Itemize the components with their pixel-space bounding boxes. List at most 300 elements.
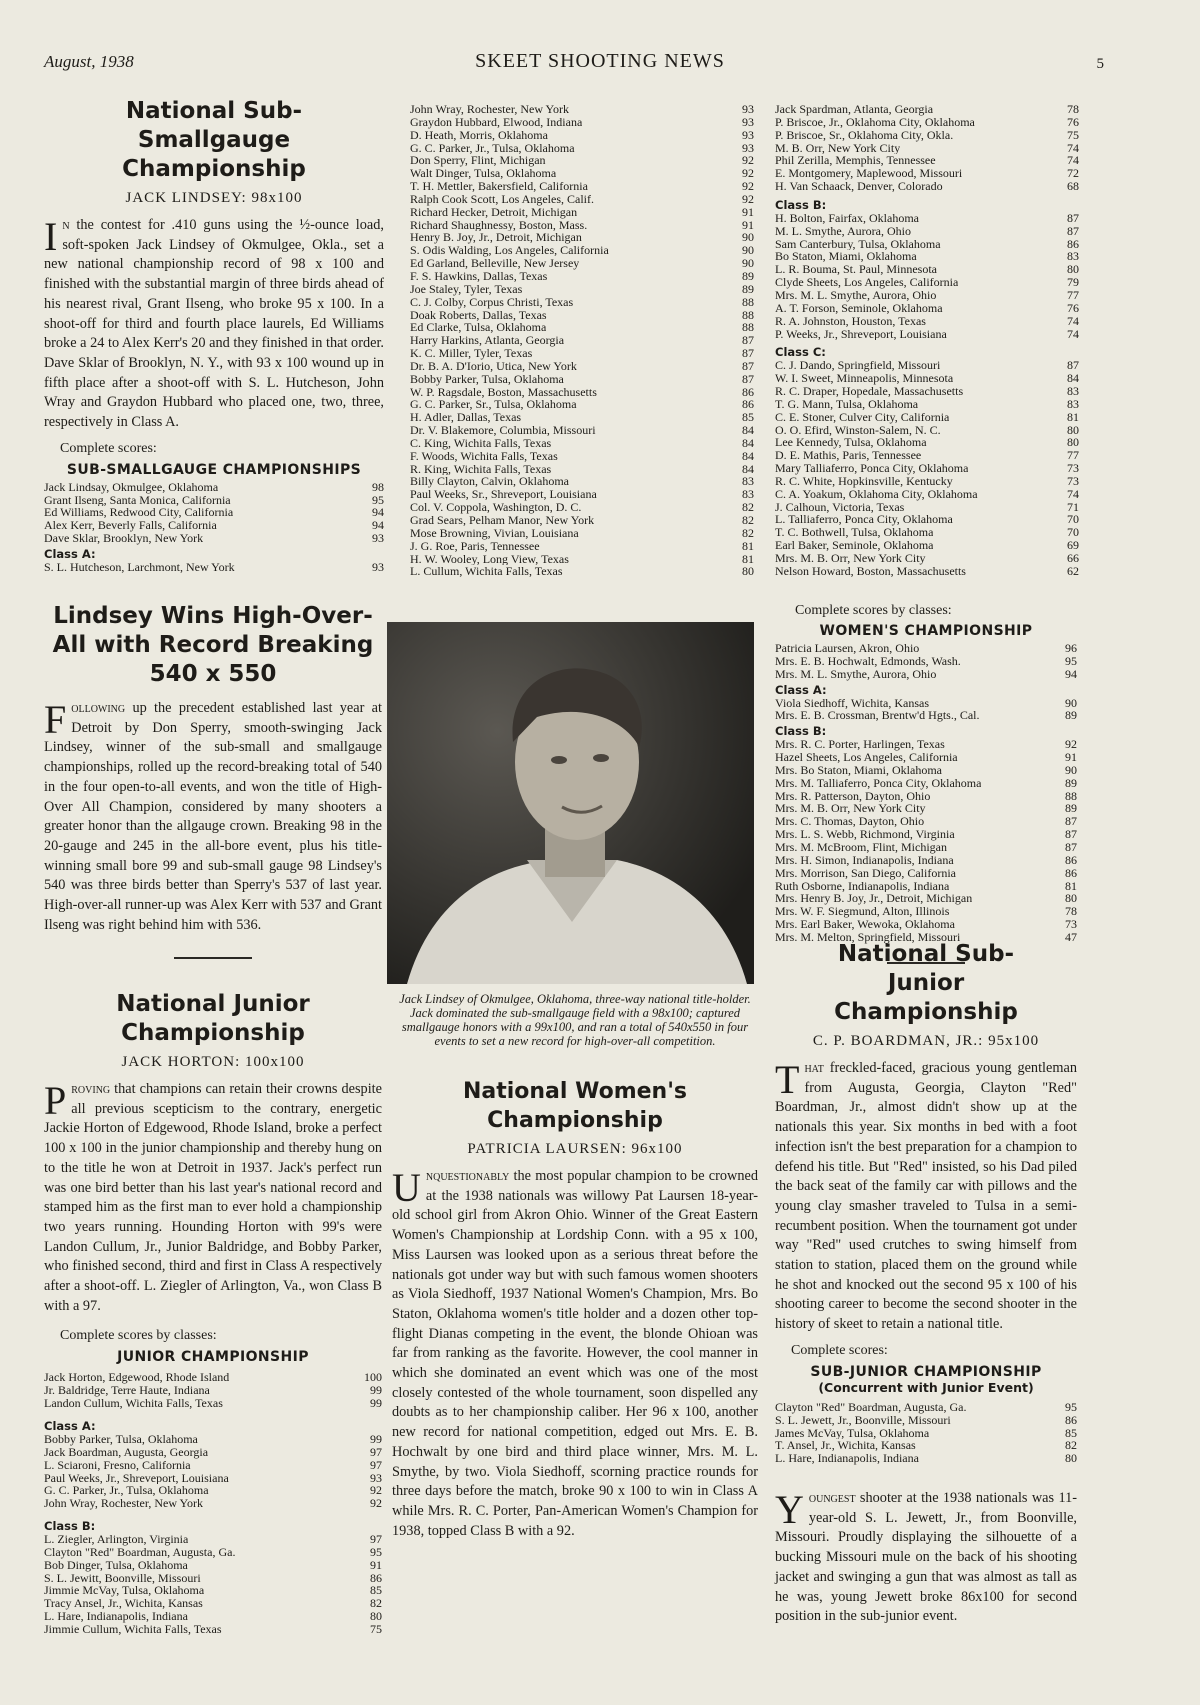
score-name: Jack Boardman, Augusta, Georgia: [44, 1445, 209, 1459]
score-row: [775, 892, 1077, 905]
score-name: Ed Clarke, Tulsa, Oklahoma: [410, 321, 547, 335]
junior-scores: [44, 1371, 382, 1410]
score-row: [775, 655, 1077, 668]
score-value: 69: [1067, 539, 1079, 552]
score-value: 81: [742, 539, 754, 553]
class-b-scores: [775, 212, 1079, 340]
score-name: Bobby Parker, Tulsa, Oklahoma: [44, 1432, 198, 1446]
score-row: [44, 1497, 382, 1510]
score-row: [410, 116, 754, 129]
score-value: 68: [1067, 180, 1079, 193]
score-value: 62: [1067, 564, 1079, 578]
publication-title: SKEET SHOOTING NEWS: [475, 50, 725, 72]
score-name: Mrs. C. Thomas, Dayton, Ohio: [775, 815, 925, 829]
score-value: 74: [1067, 487, 1079, 501]
score-name: Lee Kennedy, Tulsa, Oklahoma: [775, 436, 927, 450]
score-row: [775, 1401, 1077, 1414]
subjunior-title: National Sub-Junior Championship: [834, 941, 1018, 1025]
score-value: 82: [742, 526, 754, 540]
score-value: 93: [742, 141, 754, 155]
score-name: Mary Talliaferro, Ponca City, Oklahoma: [775, 462, 969, 475]
subsmall-body-text: the contest for .410 guns using the ½-ounce load, soft-spoken Jack Lindsey of Okmulgee, Okla., set a new national championship record of 98 x 100 and finished with the substantial margin of three birds ahead of his nearest rival, Grant Ilseng, who broke 95 x 100. In a shoot-off for third and fourth place laurels, Ed Williams broke a 24 to Alex Kerr's 20 and they finished in that order. Dave Sklar of Brooklyn, N. Y., with 93 x 100 wound up in fifth place after a shoot-off with S. L. Hutcheson, John Wray and Graydon Hubbard who placed one, two, three, respectively in Class A.: [44, 217, 384, 431]
lead-caps: ollowing: [71, 700, 126, 716]
score-name: Mrs. R. C. Porter, Harlingen, Texas: [775, 738, 945, 752]
score-row: [775, 449, 1079, 462]
score-name: Doak Roberts, Dallas, Texas: [410, 308, 547, 322]
score-value: 79: [1067, 276, 1079, 289]
score-name: Nelson Howard, Boston, Massachusetts: [775, 564, 966, 578]
score-row: [775, 764, 1077, 777]
score-name: Mrs. Bo Staton, Miami, Oklahoma: [775, 763, 942, 777]
class-heading: Class B:: [775, 724, 827, 739]
score-name: Earl Baker, Seminole, Oklahoma: [775, 539, 934, 552]
score-value: 93: [742, 115, 754, 129]
score-value: 81: [1067, 410, 1079, 424]
score-name: Mrs. M. B. Orr, New York City: [775, 552, 926, 565]
score-row: [44, 1597, 382, 1610]
score-row: [775, 238, 1079, 251]
score-name: L. R. Bouma, St. Paul, Minnesota: [775, 263, 937, 277]
score-value: 82: [370, 1597, 382, 1611]
score-name: Mrs. Earl Baker, Wewoka, Oklahoma: [775, 918, 955, 931]
junior-table-title: JUNIOR CHAMPIONSHIP: [117, 1349, 309, 1366]
score-value: 78: [1065, 905, 1077, 919]
score-name: M. L. Smythe, Aurora, Ohio: [775, 224, 911, 238]
subsmall-article: [44, 97, 384, 574]
women-class-b-scores: [775, 738, 1077, 944]
score-name: C. A. Yoakum, Oklahoma City, Oklahoma: [775, 487, 978, 501]
score-name: L. Ziegler, Arlington, Virginia: [44, 1533, 189, 1546]
score-value: 89: [1065, 802, 1077, 816]
score-row: [44, 1397, 382, 1410]
score-row: [775, 116, 1079, 129]
lead-caps: n: [62, 217, 70, 233]
drop-cap: T: [775, 1057, 800, 1102]
score-value: 87: [742, 372, 754, 386]
youngest-body: [775, 1489, 1077, 1627]
score-row: [775, 359, 1079, 372]
score-row: [775, 462, 1079, 475]
score-name: E. Montgomery, Maplewood, Missouri: [775, 167, 963, 181]
score-row: [775, 565, 1079, 578]
score-name: Jimmie Cullum, Wichita Falls, Texas: [44, 1622, 222, 1636]
score-value: 96: [1065, 642, 1077, 655]
score-value: 91: [742, 218, 754, 232]
score-row: [410, 283, 754, 296]
score-row: [410, 501, 754, 514]
subjunior-article: [775, 940, 1077, 1627]
score-row: [775, 250, 1079, 263]
score-row: [775, 751, 1077, 764]
score-value: 71: [1067, 500, 1079, 514]
hoa-body-text: up the precedent established last year at Detroit by Don Sperry, smooth-swinging Jack Lindsey, winner of the sub-small and smallgauge championships, rolled up the record-breaking total of 540 in the four open-to-all events, and won the title of High-Over All Champion, considered by many shooters a greater honor than the allgauge crown. Breaking 98 in the 20-gauge and 245 in the all-bore event, plus his title-winning small bore 99 and sub-small gauge 98 Lindsey's 540 was three birds better than Sperry's 537 of last year. High-over-all runner-up was Alex Kerr with 537 and Grant Ilseng was right behind him with 536.: [44, 700, 382, 933]
score-row: [410, 257, 754, 270]
score-value: 92: [1065, 738, 1077, 752]
score-name: L. Talliaferro, Ponca City, Oklahoma: [775, 513, 953, 527]
score-row: [775, 841, 1077, 854]
score-row: [775, 905, 1077, 918]
score-name: L. Cullum, Wichita Falls, Texas: [410, 565, 563, 579]
score-row: [410, 450, 754, 463]
score-value: 80: [1067, 423, 1079, 437]
score-row: [775, 180, 1079, 193]
score-row: [775, 738, 1077, 751]
score-value: 76: [1067, 115, 1079, 129]
score-value: 84: [1067, 372, 1079, 386]
score-row: [775, 539, 1079, 552]
score-name: O. O. Efird, Winston-Salem, N. C.: [775, 423, 941, 437]
score-name: Bo Staton, Miami, Oklahoma: [775, 250, 917, 264]
score-value: 95: [370, 1545, 382, 1559]
score-value: 87: [742, 334, 754, 348]
class-heading: Class B:: [44, 1519, 96, 1534]
score-row: [44, 1572, 382, 1585]
score-name: John Wray, Rochester, New York: [410, 103, 570, 116]
subsmall-complete-label: Complete scores:: [60, 440, 157, 456]
score-row: [775, 302, 1079, 315]
score-row: [775, 328, 1079, 341]
score-name: Graydon Hubbard, Elwood, Indiana: [410, 115, 583, 129]
score-value: 73: [1067, 474, 1079, 488]
score-value: 85: [370, 1584, 382, 1598]
women-table-title: WOMEN'S CHAMPIONSHIP: [819, 623, 1033, 639]
score-value: 86: [370, 1571, 382, 1585]
score-name: Mrs. Morrison, San Diego, California: [775, 866, 956, 880]
score-value: 92: [742, 180, 754, 193]
score-row: [410, 219, 754, 232]
class-heading: Class A:: [44, 1418, 96, 1433]
score-value: 95: [1065, 654, 1077, 668]
score-name: C. J. Colby, Corpus Christi, Texas: [410, 295, 574, 309]
unclassed-scores: [775, 103, 1079, 193]
score-name: J. G. Roe, Paris, Tennessee: [410, 539, 540, 553]
score-name: Joe Staley, Tyler, Texas: [410, 282, 523, 296]
score-name: John Wray, Rochester, New York: [44, 1497, 204, 1511]
junior-class-b-scores: [44, 1533, 382, 1636]
score-row: [44, 481, 384, 494]
lead-caps: roving: [71, 1081, 111, 1097]
score-value: 81: [1065, 879, 1077, 893]
score-row: [775, 777, 1077, 790]
score-value: 92: [742, 167, 754, 181]
score-row: [775, 103, 1079, 116]
score-row: [410, 270, 754, 283]
score-name: S. Odis Walding, Los Angeles, California: [410, 244, 609, 258]
score-row: [44, 519, 384, 532]
score-row: [775, 225, 1079, 238]
women-subtitle: PATRICIA LAURSEN: 96x100: [467, 1141, 683, 1157]
score-name: Mrs. L. S. Webb, Richmond, Virginia: [775, 828, 955, 841]
score-row: [775, 276, 1079, 289]
score-row: [410, 411, 754, 424]
score-value: 91: [742, 205, 754, 219]
score-row: [775, 918, 1077, 931]
score-name: Dr. B. A. D'Iorio, Utica, New York: [410, 359, 577, 373]
score-value: 92: [370, 1484, 382, 1498]
score-row: [44, 1584, 382, 1597]
score-value: 83: [742, 475, 754, 489]
score-value: 82: [742, 501, 754, 514]
score-name: Mrs. M. McBroom, Flint, Michigan: [775, 840, 948, 854]
subsmall-body: [44, 216, 384, 433]
score-name: Clayton "Red" Boardman, Augusta, Ga.: [44, 1545, 236, 1559]
drop-cap: U: [392, 1165, 421, 1210]
score-row: [775, 1439, 1077, 1452]
score-name: L. Sciaroni, Fresno, California: [44, 1458, 191, 1472]
score-name: Mrs. E. B. Hochwalt, Edmonds, Wash.: [775, 654, 961, 668]
score-row: [775, 263, 1079, 276]
score-name: Mrs. M. Melton, Springfield, Missouri: [775, 930, 961, 944]
score-value: 47: [1065, 930, 1077, 944]
score-row: [410, 167, 754, 180]
score-name: Jr. Baldridge, Terre Haute, Indiana: [44, 1384, 210, 1398]
score-value: 92: [742, 192, 754, 206]
score-row: [44, 1484, 382, 1497]
women-article: [392, 1077, 758, 1541]
score-name: C. King, Wichita Falls, Texas: [410, 436, 552, 450]
score-name: M. B. Orr, New York City: [775, 141, 901, 155]
score-row: [410, 231, 754, 244]
score-row: [775, 526, 1079, 539]
women-scores: [775, 603, 1077, 964]
score-row: [775, 154, 1079, 167]
score-name: Dave Sklar, Brooklyn, New York: [44, 532, 204, 545]
junior-subtitle: JACK HORTON: 100x100: [121, 1054, 305, 1070]
score-name: Mrs. M. L. Smythe, Aurora, Ohio: [775, 667, 937, 681]
score-value: 74: [1067, 141, 1079, 155]
score-row: [410, 309, 754, 322]
score-row: [44, 1546, 382, 1559]
score-value: 87: [1067, 211, 1079, 225]
score-name: Jimmie McVay, Tulsa, Oklahoma: [44, 1584, 205, 1598]
score-name: H. Van Schaack, Denver, Colorado: [775, 180, 943, 193]
score-value: 95: [1065, 1400, 1077, 1414]
score-value: 92: [370, 1497, 382, 1511]
score-name: W. P. Ragsdale, Boston, Massachusetts: [410, 385, 597, 399]
score-name: D. Heath, Morris, Oklahoma: [410, 128, 548, 142]
score-name: Clyde Sheets, Los Angeles, California: [775, 276, 959, 289]
score-value: 87: [742, 359, 754, 373]
women-body: [392, 1167, 758, 1541]
portrait-image: [387, 622, 754, 984]
score-row: [775, 436, 1079, 449]
score-row: [44, 1384, 382, 1397]
score-row: [44, 1371, 382, 1384]
score-value: 94: [1065, 667, 1077, 681]
score-row: [775, 867, 1077, 880]
women-title: National Women's Championship: [462, 1079, 688, 1133]
score-row: [410, 103, 754, 116]
drop-cap: Y: [775, 1487, 804, 1533]
score-name: Harry Harkins, Atlanta, Georgia: [410, 334, 565, 348]
score-row: [44, 1459, 382, 1472]
score-value: 70: [1067, 526, 1079, 540]
score-value: 82: [742, 514, 754, 527]
score-row: [410, 398, 754, 411]
score-row: [410, 142, 754, 155]
score-name: F. Woods, Wichita Falls, Texas: [410, 449, 558, 463]
score-row: [410, 334, 754, 347]
score-row: [410, 475, 754, 488]
score-row: [775, 129, 1079, 142]
score-value: 85: [742, 411, 754, 425]
score-name: H. Bolton, Fairfax, Oklahoma: [775, 211, 919, 225]
junior-body: [44, 1080, 382, 1316]
score-value: 78: [1067, 103, 1079, 116]
score-value: 90: [1065, 696, 1077, 710]
score-row: [775, 289, 1079, 302]
score-value: 73: [1067, 462, 1079, 475]
score-name: W. I. Sweet, Minneapolis, Minnesota: [775, 372, 954, 386]
score-row: [775, 513, 1079, 526]
junior-title: National Junior Championship: [116, 991, 310, 1046]
drop-cap: I: [44, 214, 58, 259]
score-row: [775, 501, 1079, 514]
score-name: Grad Sears, Pelham Manor, New York: [410, 514, 595, 527]
score-row: [775, 398, 1079, 411]
score-value: 89: [1065, 776, 1077, 790]
junior-class-a-scores: [44, 1433, 382, 1510]
youngest-body-text: shooter at the 1938 nationals was 11-year-old S. L. Jewett, Jr., from Boonville, Missouri. Proudly displaying the silhouette of a bucking Missouri mule on the back of his shooting jacket and swinging a gun that was almost as tall as he was, young Jewett broke 86x100 for second position in the sub-junior event.: [775, 1490, 1077, 1625]
score-name: Mrs. W. F. Siegmund, Alton, Illinois: [775, 905, 950, 919]
score-name: D. E. Mathis, Paris, Tennessee: [775, 449, 922, 463]
class-heading: Class A:: [44, 546, 96, 561]
score-name: Paul Weeks, Sr., Shreveport, Louisiana: [410, 488, 597, 502]
subjunior-table-subtitle: (Concurrent with Junior Event): [818, 1379, 1034, 1395]
score-value: 83: [1067, 397, 1079, 411]
score-value: 88: [1065, 789, 1077, 803]
score-name: Bobby Parker, Tulsa, Oklahoma: [410, 372, 564, 386]
score-name: R. King, Wichita Falls, Texas: [410, 462, 552, 476]
score-value: 94: [372, 506, 384, 520]
score-value: 80: [1065, 892, 1077, 906]
score-value: 86: [1067, 237, 1079, 251]
score-value: 99: [370, 1384, 382, 1398]
score-row: [410, 244, 754, 257]
score-name: Jack Horton, Edgewood, Rhode Island: [44, 1371, 230, 1385]
women-body-text: the most popular champion to be crowned at the 1938 nationals was willowy Pat Laursen 18-year-old school girl from Akron Ohio. Winner of the Great Eastern Women's Championship at Lordship Conn. with a 95 x 100, Miss Laursen was looked upon as a serious threat before the nationals got under way but with such famous women shooters as Viola Siedhoff, 1937 National Women's Champion, Mrs. Bo Staton, Oklahoma women's title holder and a dozen other top-flight Dianas competing in the event, the blonde Ohioan was far from ranking as the favorite. However, the cool manner in which she dominated an event which was one of the most closely contested of the whole tournament, soon dispelled any doubts as to her championship caliber. Her 96 x 100, another new record for national competition, edged out Mrs. E. B. Hochwalt by one bird and third place winner, Mrs. M. L. Smythe, by two. Viola Siedhoff, scorning practice rounds for three days before the match, broke 90 x 100 to win in Class A while Mrs. R. C. Porter, Pan-American Women's Champion for 1938, topped Class B with a 92.: [392, 1168, 758, 1539]
score-name: R. C. White, Hopkinsville, Kentucky: [775, 474, 953, 488]
score-value: 84: [742, 436, 754, 450]
score-value: 77: [1067, 449, 1079, 463]
score-name: Ralph Cook Scott, Los Angeles, Calif.: [410, 192, 594, 206]
hoa-article: [44, 602, 382, 959]
score-row: [410, 321, 754, 334]
subsmall-subtitle: JACK LINDSEY: 98x100: [125, 190, 303, 206]
score-row: [410, 488, 754, 501]
score-name: S. L. Hutcheson, Larchmont, New York: [44, 560, 235, 574]
score-name: P. Weeks, Jr., Shreveport, Louisiana: [775, 327, 947, 341]
score-row: [775, 142, 1079, 155]
subsmall-title: National Sub-Smallgauge Championship: [122, 98, 306, 182]
score-name: Mrs. M. B. Orr, New York City: [775, 802, 926, 816]
subsmall-table-title: SUB-SMALLGAUGE CHAMPIONSHIPS: [66, 461, 362, 478]
score-value: 95: [372, 493, 384, 507]
subjunior-subtitle: C. P. BOARDMAN, JR.: 95x100: [812, 1033, 1040, 1049]
score-name: Billy Clayton, Calvin, Oklahoma: [410, 475, 569, 489]
score-row: [775, 802, 1077, 815]
score-value: 91: [1065, 751, 1077, 764]
score-value: 80: [742, 565, 754, 579]
score-name: T. C. Bothwell, Tulsa, Oklahoma: [775, 526, 934, 540]
score-value: 84: [742, 424, 754, 437]
score-value: 88: [742, 321, 754, 335]
score-value: 97: [370, 1458, 382, 1472]
score-name: A. T. Forson, Seminole, Oklahoma: [775, 301, 943, 315]
score-row: [44, 1446, 382, 1459]
score-value: 74: [1067, 327, 1079, 341]
junior-complete-label: Complete scores by classes:: [60, 1328, 217, 1344]
score-value: 99: [370, 1432, 382, 1446]
score-row: [44, 1623, 382, 1636]
score-value: 80: [1067, 436, 1079, 450]
score-row: [775, 668, 1077, 681]
score-name: Richard Shaughnessy, Boston, Mass.: [410, 218, 588, 232]
score-row: [44, 1433, 382, 1446]
score-value: 86: [742, 385, 754, 399]
score-value: 87: [1065, 815, 1077, 829]
score-name: Mrs. H. Simon, Indianapolis, Indiana: [775, 853, 954, 867]
score-row: [775, 1414, 1077, 1427]
score-value: 87: [1065, 840, 1077, 854]
score-row: [775, 709, 1077, 722]
score-name: L. Hare, Indianapolis, Indiana: [44, 1610, 188, 1623]
score-value: 90: [742, 231, 754, 245]
score-row: [44, 1472, 382, 1485]
score-name: Bob Dinger, Tulsa, Oklahoma: [44, 1558, 188, 1572]
score-name: Ed Garland, Belleville, New Jersey: [410, 257, 580, 270]
score-value: 89: [1065, 709, 1077, 723]
score-value: 98: [372, 480, 384, 494]
score-name: Grant Ilseng, Santa Monica, California: [44, 493, 231, 507]
score-value: 86: [742, 398, 754, 412]
score-value: 91: [370, 1558, 382, 1572]
score-value: 87: [1067, 359, 1079, 373]
score-name: Landon Cullum, Wichita Falls, Texas: [44, 1397, 223, 1410]
score-value: 70: [1067, 513, 1079, 527]
score-name: K. C. Miller, Tyler, Texas: [410, 347, 533, 360]
score-name: James McVay, Tulsa, Oklahoma: [775, 1426, 930, 1440]
score-row: [775, 488, 1079, 501]
score-row: [44, 1559, 382, 1572]
score-row: [44, 1533, 382, 1546]
score-row: [44, 532, 384, 545]
subsmall-list-right: [775, 103, 1079, 578]
score-value: 83: [742, 488, 754, 502]
score-row: [775, 385, 1079, 398]
score-value: 83: [1067, 250, 1079, 264]
score-value: 75: [1067, 128, 1079, 142]
score-row: [775, 854, 1077, 867]
score-value: 76: [1067, 301, 1079, 315]
photo-caption: Jack Lindsey of Okmulgee, Oklahoma, three-way national title-holder. Jack dominated the sub-smallgauge field with a 98x100; captured smallgauge honors with a 99x100, and ran a total of 540x550 in four events to set a new record for high-over-all competition.: [399, 992, 751, 1048]
score-name: C. E. Stoner, Culver City, California: [775, 410, 950, 424]
score-row: [775, 815, 1077, 828]
score-name: Mose Browning, Vivian, Louisiana: [410, 526, 579, 540]
score-name: Henry B. Joy, Jr., Detroit, Michigan: [410, 231, 582, 245]
hoa-title: Lindsey Wins High-Over-All with Record Breaking 540 x 550: [52, 603, 374, 687]
score-value: 80: [1065, 1452, 1077, 1466]
score-name: G. C. Parker, Jr., Tulsa, Oklahoma: [410, 141, 575, 155]
hoa-body: [44, 699, 382, 935]
score-value: 94: [372, 519, 384, 533]
score-row: [44, 1610, 382, 1623]
score-value: 92: [742, 154, 754, 168]
section-divider: [174, 957, 252, 959]
women-top-scores: [775, 642, 1077, 681]
score-value: 88: [742, 295, 754, 309]
score-name: T. H. Mettler, Bakersfield, California: [410, 180, 588, 193]
